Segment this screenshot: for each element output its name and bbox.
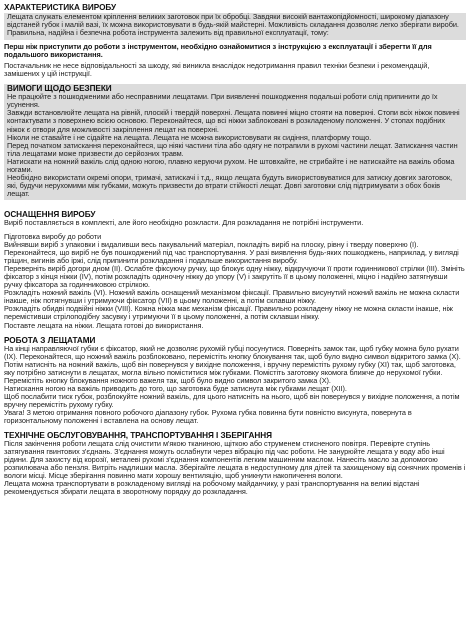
- preparation-step: Вийнявши виріб з упаковки і видаливши весь пакувальний матеріал, покладіть виріб на плоску, рівну і тверду поверхню (I). Переконайтеся, що виріб не був пошкоджений під час транспортування. У разі виявлення будь-яких пошкоджень, наприклад, у вигляді тріщин, вигинів або іржі, слід припинити розкладання і подальше використання виробу.: [4, 240, 459, 266]
- section-title-operation: РОБОТА З ЛЕЩАТАМИ: [4, 335, 96, 345]
- preparation-subtitle: Підготовка виробу до роботи: [4, 231, 102, 241]
- safety-item: Натискати на ножний важіль слід одною ногою, плавно керуючи рухом. Не штовхайте, не стрибайте і не натискайте на важіль обома ногами.: [7, 156, 455, 174]
- safety-item: Перед початком затискання переконайтеся, що ніякі частини тіла або одягу не потрапили в рухомі частини лещат. Затискання частин тіла лещатами може призвести до серйозних травм.: [7, 140, 458, 158]
- preparation-step: Розкладіть ножний важіль (VI). Ножний важіль оснащений механізмом фіксації. Правильно висунутий ножний важіль не можна скласти інакше, ніж потягнувши і утримуючи фіксатор (VII) в цьому положенні, а потім склавши ніжку.: [4, 288, 460, 306]
- maintenance-paragraph: Лещата можна транспортувати в розкладеному вигляді на робочому майданчику, у разі транспортування на великі відстані рекомендується збирати лещата в зворотному порядку до розкладання.: [4, 479, 420, 497]
- safety-box: [4, 84, 466, 200]
- operation-paragraph: Натискання ногою на важіль приводить до того, що заготовка буде затиснута між губками лещат (XII).: [4, 383, 347, 393]
- preparation-step: Переверніть виріб догори дном (II). Ослабте фіксуючу ручку, що блокує одну ніжку, відкручуючи її проти годинникової стрілки (III). Змініть фіксатор з кінця ніжки (IV), потім розкладіть одиночну ніжку до упору (V) і закрутіть її в цьому положенні, міцно і надійно затягнувши ручку фіксатора за годинниковою стрілкою.: [4, 264, 465, 290]
- equipment-intro: Виріб поставляється в комплекті, але його необхідно розкласти. Для розкладання не потрібні інструменти.: [4, 217, 364, 227]
- safety-item: Не працюйте з пошкодженими або несправними лещатами. При виявленні пошкодження подальші роботи слід припинити до їх усунення.: [7, 92, 438, 110]
- liability-disclaimer: Постачальник не несе відповідальності за шкоду, які виникла внаслідок недотримання правил техніки безпеки і рекомендацій, замішених у цій інструкції.: [4, 61, 430, 79]
- preparation-step: Розкладіть обидві подвійні ніжки (VIII). Кожна ніжка має механізм фіксації. Правильно розкладену ніжку не можна скласти інакше, ніж перемістивши стрілоподібну засувку і утримуючи її в цьому положенні, а потім склавши ніжку.: [4, 304, 453, 322]
- preparation-step: Поставте лещата на ніжки. Лещата готові до використання.: [4, 320, 204, 330]
- section-title-equipment: ОСНАЩЕННЯ ВИРОБУ: [4, 209, 96, 219]
- operation-paragraph: На кінці направляючої губки є фіксатор, який не дозволяє рухомій губці посунутися. Поверніть замок так, щоб губку можна було рухати (IX). Переконайтеся, що ножний важіль розблоковано, перемістіть кнопку блокування так, щоб було видно символ відкритого замка (X). Потім натисніть на ножний важіль, щоб він повернувся у вихідне положення, і вручну перемістіть рухому губку (XI) так, щоб заготовка, яку потрібно затиснути в лещатах, могла вільно поміститися між губками. Помістіть заготовку якомога ближче до нерухомої губки.: [4, 343, 461, 377]
- read-manual-warning: Перш ніж приступити до роботи з інструментом, необхідно ознайомитися з інструкцією з експлуатації і зберегти її для подальшого використання.: [4, 42, 432, 60]
- operation-paragraph: Щоб послабити тиск губок, розблокуйте ножний важіль, для цього натисніть на нього, щоб він повернувся у вихідне положення, а потім вручну перемістіть рухому губку.: [4, 391, 460, 409]
- operation-paragraph: Увага! З метою отримання повного робочого діапазону губок. Рухома губка повинна бути повністю висунута, повернута в горизонтальному положенні і вставлена на основу лещат.: [4, 407, 412, 425]
- operation-paragraph: Перемістіть кнопку блокування ножного важеля так, щоб було видно символ закритого замка (X).: [4, 375, 331, 385]
- safety-item: Ніколи не ставайте і не сідайте на лещата. Лещата не можна використовувати як сидіння, платформу тощо.: [7, 132, 372, 142]
- characteristics-box: [4, 13, 466, 40]
- safety-item: Завжди встановлюйте лещата на рівній, плоскій і твердій поверхні. Лещата повинні міцно стояти на поверхні. Стопи всіх ніжок повинні контактувати з поверхнею всією основою. Переконайтеся, що всі ніжки заблоковані в розкладеному положенні. У стопах подібних ніжок є отвори для можливості закріплення лещат на поверхні.: [7, 108, 460, 134]
- section-title-maintenance: ТЕХНІЧНЕ ОБСЛУГОВУВАННЯ, ТРАНСПОРТУВАННЯ І ЗБЕРІГАННЯ: [4, 431, 272, 441]
- maintenance-paragraph: Після закінчення роботи лещата слід очистити м'якою тканиною, щіткою або струменем стисненого повітря. Перевірте ступінь затягування гвинтових з'єднань. З'єднання можуть ослабнути через вібрацію під час роботи. Не занурюйте лещата у воду або інші рідини. Для захисту від корозії, металеві рухомі з'єднання компонентів легким машинним маслом. Нанесіть масло за допомогою розпилювача або пензля. Витріть надлишки масла. Зберігайте лещата в недоступному для дітей та захищеному від сонячних променів і вологи місці. Місце зберігання повинно мати хорошу вентиляцію, щоб уникнути накопичення вологи.: [4, 439, 466, 481]
- section-title-safety: ВИМОГИ ЩОДО БЕЗПЕКИ: [7, 84, 112, 94]
- characteristics-text: Лещата служать елементом кріплення великих заготовок при їх обробці. Завдяки високій вантажопідйомності, широкому діапазону відстаней губок і малій вазі, їх можна використовувати в будь-якій майстерні. Можливість складання дозволяє легко зберігати вироби. Правильна, надійна і безпечна робота інструмента залежить від правильної експлуатації, тому:: [7, 12, 459, 38]
- section-title-characteristics: ХАРАКТЕРИСТИКА ВИРОБУ: [4, 3, 117, 12]
- safety-item: Необхідно використати окремі опори, тримачі, затискачі і т.д., якщо лещата будуть використовуватися для затиску довгих заготовок, які, будучи нерухомими між губками, можуть призвести до втрати стійкості лещат. Довгі заготовки слід підтримувати з обох боків лещат.: [7, 172, 453, 198]
